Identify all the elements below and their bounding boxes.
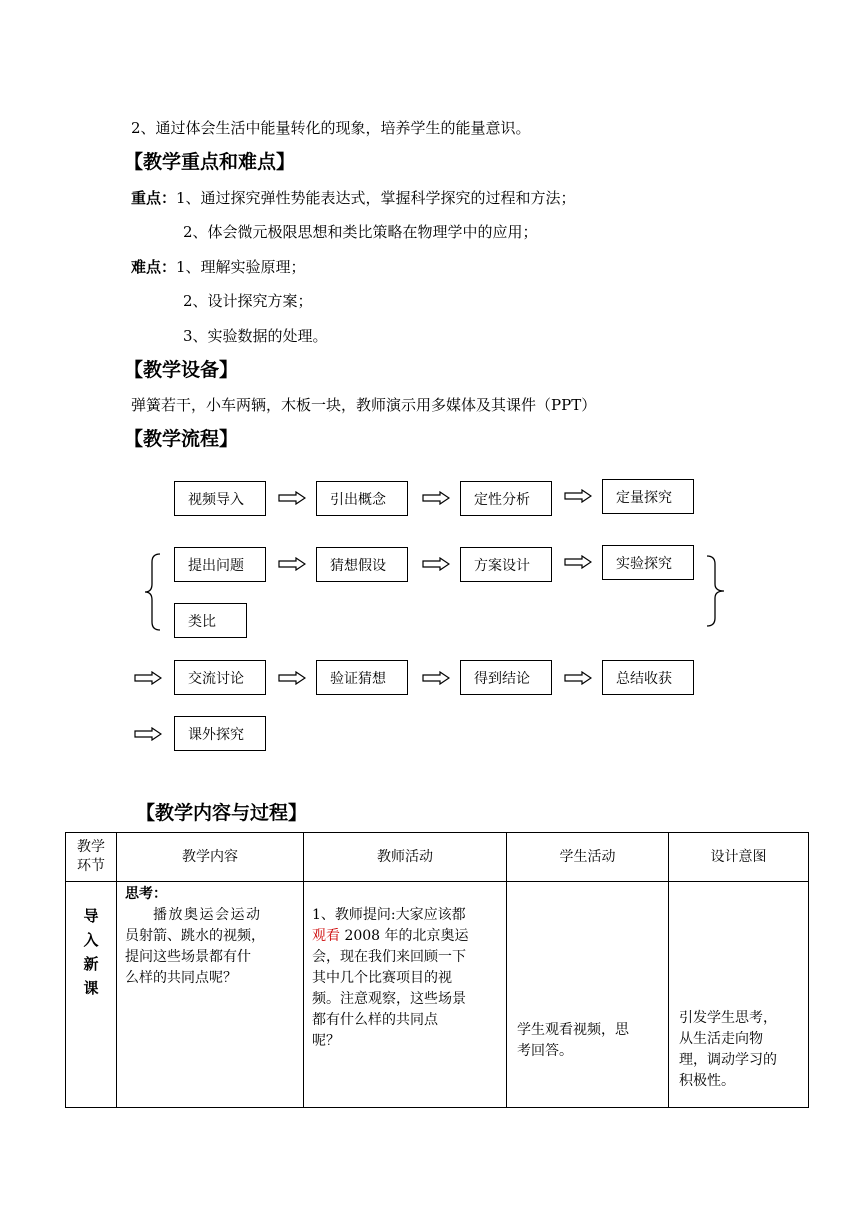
lesson-table [65,832,809,1108]
equipment-text: 弹簧若干，小车两辆，木板一块，教师演示用多媒体及其课件（PPT） [131,396,597,414]
focus-label: 重点： [131,189,177,207]
flow-box-summary: 总结收获 [602,660,694,695]
table-header-row [66,833,809,882]
stage-char: 入 [83,931,99,949]
header-stage-line-2: 环节 [77,858,105,874]
flow-box-extracurricular: 课外探究 [174,716,266,751]
stage-cell [66,882,117,1108]
arrow-right-icon [278,557,306,571]
teacher-text-line: 呢？ [312,1033,340,1049]
flow-box-verify-hypothesis: 验证猜想 [316,660,408,695]
content-text-line: 播放奥运会运动 [153,907,262,923]
intent-text-line: 积极性。 [679,1073,735,1089]
flow-box-discussion: 交流讨论 [174,660,266,695]
section-heading-equipment: 【教学设备】 [124,359,239,381]
flow-box-plan-design: 方案设计 [460,547,552,582]
teacher-text-line: 其中几个比赛项目的视 [312,970,452,986]
flow-box-experiment: 实验探究 [602,545,694,580]
arrow-right-icon [134,671,162,685]
teacher-text-line: 会，现在我们来回顾一下 [312,949,466,965]
flow-box-quantitative-inquiry: 定量探究 [602,479,694,514]
content-text-line: 提问这些场景都有什 [125,949,251,965]
difficulty-label: 难点： [131,258,177,276]
header-content: 教学内容 [117,833,304,882]
design-intent-cell [669,882,809,1108]
focus-text-1: 1、通过探究弹性势能表达式，掌握科学探究的过程和方法； [176,189,576,207]
teacher-text-rest: 2008 年的北京奥运 [340,928,469,944]
teacher-text-line: 1、教师提问:大家应该都 [312,907,466,923]
flow-box-qualitative-analysis: 定性分析 [460,481,552,516]
teacher-red-text: 观看 [312,928,340,944]
flow-box-ask-question: 提出问题 [174,547,266,582]
difficulty-line-2: 2、设计探究方案； [183,292,313,310]
goal-line-2: 2、通过体会生活中能量转化的现象，培养学生的能量意识。 [131,119,531,137]
teacher-text-line: 频。注意观察，这些场景 [312,991,466,1007]
arrow-right-icon [564,555,592,569]
content-text-line: 么样的共同点呢？ [125,970,237,986]
intent-text-line: 引发学生思考， [679,1010,777,1026]
stage-char: 课 [83,979,99,997]
left-brace-icon [142,552,162,632]
flow-box-hypothesis: 猜想假设 [316,547,408,582]
arrow-right-icon [564,489,592,503]
student-text-line: 考回答。 [517,1043,573,1059]
flow-box-analogy: 类比 [174,603,247,638]
student-text-line: 学生观看视频，思 [517,1022,629,1038]
section-heading-flow: 【教学流程】 [124,428,239,450]
arrow-right-icon [278,491,306,505]
header-teacher-activity: 教师活动 [304,833,507,882]
content-label: 思考： [125,886,167,902]
stage-char: 导 [83,907,99,925]
difficulty-line-3: 3、实验数据的处理。 [183,327,328,345]
table-row [66,882,809,1108]
content-cell [117,882,304,1108]
intent-text-line: 从生活走向物 [679,1031,763,1047]
arrow-right-icon [422,491,450,505]
teacher-text-line [312,926,502,947]
content-text-line: 员射箭、跳水的视频， [125,928,265,944]
focus-line-1 [131,187,576,208]
flow-box-video-intro: 视频导入 [174,481,266,516]
stage-char: 新 [83,955,99,973]
arrow-right-icon [564,671,592,685]
teacher-activity-cell [304,882,507,1108]
difficulty-text-1: 1、理解实验原理； [176,258,306,276]
teacher-text-line: 都有什么样的共同点 [312,1012,438,1028]
difficulty-line-1 [131,256,306,277]
section-heading-key-points: 【教学重点和难点】 [124,151,296,173]
header-student-activity: 学生活动 [507,833,669,882]
header-stage [66,833,117,882]
header-stage-line-1: 教学 [77,839,105,855]
arrow-right-icon [278,671,306,685]
student-activity-cell [507,882,669,1108]
arrow-right-icon [134,727,162,741]
arrow-right-icon [422,557,450,571]
arrow-right-icon [422,671,450,685]
header-design-intent: 设计意图 [669,833,809,882]
right-brace-icon [705,554,727,628]
flow-box-conclusion: 得到结论 [460,660,552,695]
intent-text-line: 理，调动学习的 [679,1052,777,1068]
section-heading-content: 【教学内容与过程】 [136,802,308,824]
flow-box-introduce-concept: 引出概念 [316,481,408,516]
focus-line-2: 2、体会微元极限思想和类比策略在物理学中的应用； [183,223,538,241]
